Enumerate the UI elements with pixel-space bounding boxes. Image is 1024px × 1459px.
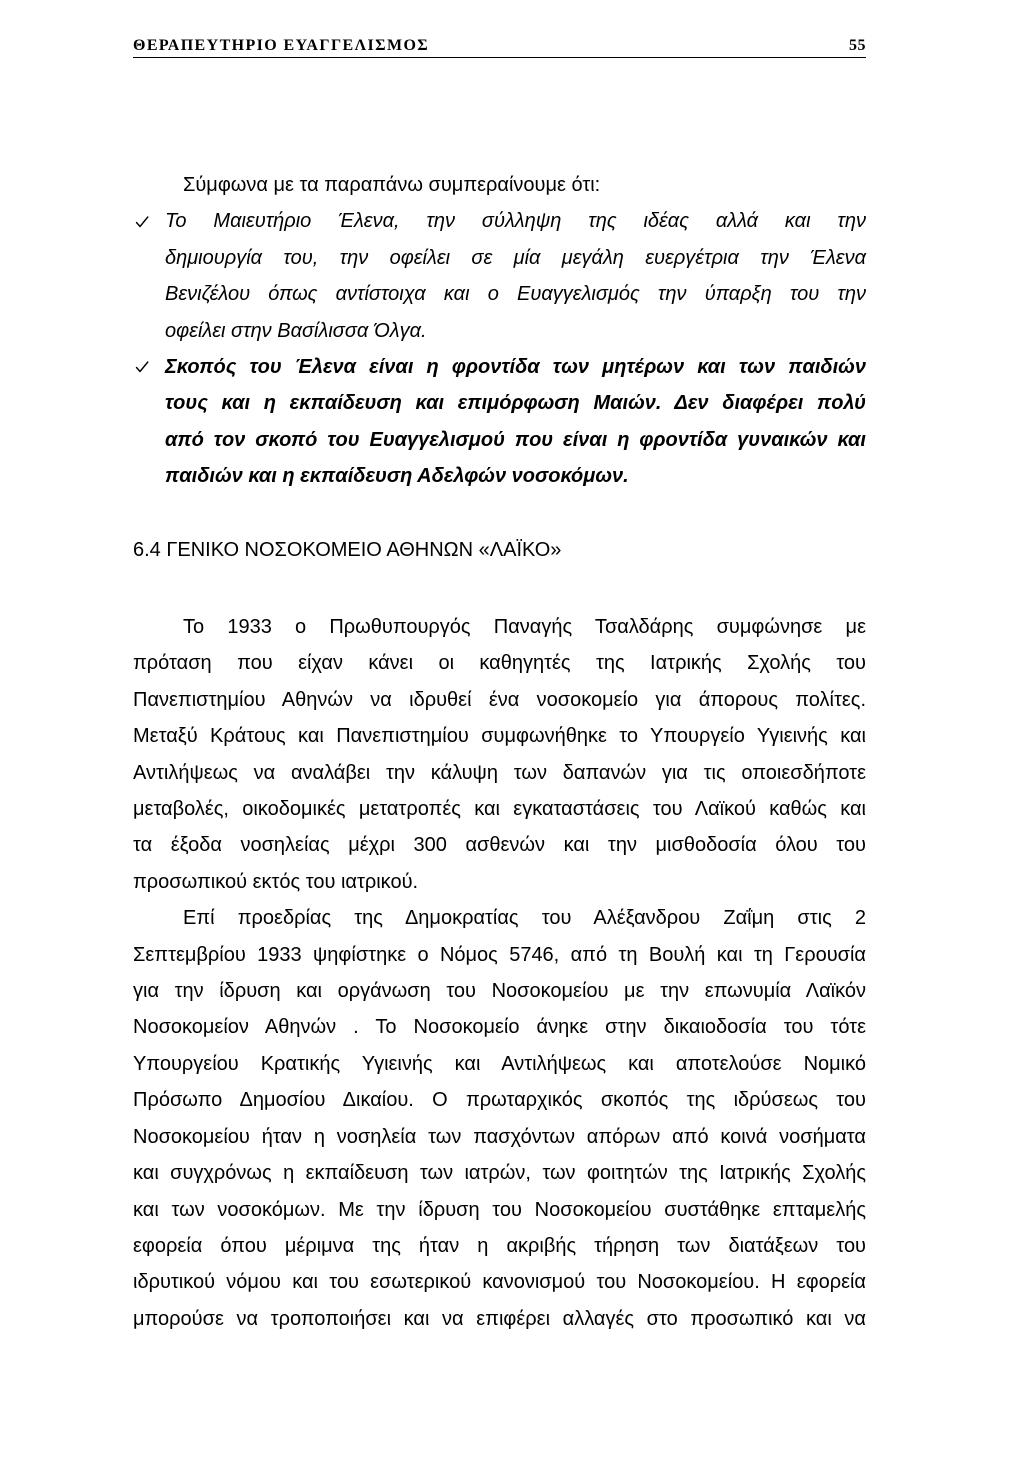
- bullet-line: δημιουργία του, την οφείλει σε μία μεγάλη ευεργέτρια την Έλενα: [165, 246, 866, 269]
- paragraph-line: και των νοσοκόμων. Με την ίδρυση του Νοσοκομείου συστάθηκε επταμελής: [133, 1198, 866, 1221]
- paragraph-line: και συγχρόνως η εκπαίδευση των ιατρών, των φοιτητών της Ιατρικής Σχολής: [133, 1162, 866, 1185]
- conclusion-section: [133, 167, 866, 495]
- conclusion-intro: Σύμφωνα με τα παραπάνω συμπεραίνουμε ότι:: [183, 174, 601, 196]
- bullet-item: [133, 203, 866, 349]
- running-header: [133, 36, 866, 58]
- paragraph-line: τα έξοδα νοσηλείας μέχρι 300 ασθενών και την μισθοδοσία όλου του: [133, 834, 866, 857]
- paragraph-line: Το 1933 ο Πρωθυπουργός Παναγής Τσαλδάρης συμφώνησε με: [183, 616, 866, 638]
- paragraph-line: εφορεία όπου μέριμνα της ήταν η ακριβής τήρηση των διατάξεων του: [133, 1234, 866, 1257]
- paragraph-line: Σεπτεμβρίου 1933 ψηφίστηκε ο Νόμος 5746, από τη Βουλή και τη Γερουσία: [133, 943, 866, 966]
- bullet-text: [165, 203, 866, 349]
- paragraph-line: μπορούσε να τροποποιήσει και να επιφέρει αλλαγές στο προσωπικό και να: [133, 1307, 866, 1330]
- bullet-line: Βενιζέλου όπως αντίστοιχα και ο Ευαγγελισμός την ύπαρξη του την: [165, 283, 866, 306]
- section-body: [133, 609, 866, 1337]
- bullet-text: [165, 349, 866, 495]
- paragraph-line: μεταβολές, οικοδομικές μετατροπές και εγκαταστάσεις του Λαϊκού καθώς και: [133, 798, 866, 821]
- check-icon: [133, 203, 165, 239]
- paragraph-line: Επί προεδρίας της Δημοκρατίας του Αλέξανδρου Ζαΐμη στις 2: [183, 907, 866, 930]
- bullet-line: τους και η εκπαίδευση και επιμόρφωση Μαιών. Δεν διαφέρει πολύ: [165, 392, 866, 415]
- paragraph-line: Νοσοκομείου ήταν η νοσηλεία των πασχόντων απόρων από κοινά νοσήματα: [133, 1125, 866, 1148]
- section-heading: 6.4 ΓΕΝΙΚΟ ΝΟΣΟΚΟΜΕΙΟ ΑΘΗΝΩΝ «ΛΑΪΚΟ»: [133, 539, 562, 561]
- paragraph-line: προσωπικού εκτός του ιατρικού.: [133, 870, 419, 893]
- paragraph: [133, 609, 866, 900]
- page-number: 55: [849, 37, 866, 54]
- bullet-line: Σκοπός του Έλενα είναι η φροντίδα των μητέρων και των παιδιών: [165, 356, 866, 379]
- paragraph-line: Υπουργείου Κρατικής Υγιεινής και Αντιλήψεως και αποτελούσε Νομικό: [133, 1052, 866, 1075]
- paragraph-line: Πανεπιστημίου Αθηνών να ιδρυθεί ένα νοσοκομείο για άπορους πολίτες.: [133, 688, 866, 711]
- bullet-line: από τον σκοπό του Ευαγγελισμού που είναι η φροντίδα γυναικών και: [165, 428, 866, 451]
- header-title: ΘΕΡΑΠΕΥΤΗΡΙΟ ΕΥΑΓΓΕΛΙΣΜΟΣ: [133, 37, 430, 54]
- paragraph-line: Πρόσωπο Δημοσίου Δικαίου. Ο πρωταρχικός σκοπός της ιδρύσεως του: [133, 1089, 866, 1112]
- paragraph-line: ιδρυτικού νόμου και του εσωτερικού κανονισμού του Νοσοκομείου. Η εφορεία: [133, 1271, 866, 1294]
- paragraph-line: πρόταση που είχαν κάνει οι καθηγητές της Ιατρικής Σχολής του: [133, 652, 866, 675]
- bullet-line: οφείλει στην Βασίλισσα Όλγα.: [165, 319, 427, 342]
- paragraph-line: Αντιλήψεως να αναλάβει την κάλυψη των δαπανών για τις οποιεσδήποτε: [133, 761, 866, 784]
- paragraph-line: για την ίδρυση και οργάνωση του Νοσοκομείου με την επωνυμία Λαϊκόν: [133, 980, 866, 1003]
- paragraph-line: Μεταξύ Κράτους και Πανεπιστημίου συμφωνήθηκε το Υπουργείο Υγιεινής και: [133, 725, 866, 748]
- bullet-item: [133, 349, 866, 495]
- paragraph: [133, 900, 866, 1337]
- section-heading-block: [133, 532, 866, 568]
- check-icon: [133, 349, 165, 385]
- paragraph-line: Νοσοκομείον Αθηνών . Το Νοσοκομείο άνηκε στην δικαιοδοσία του τότε: [133, 1016, 866, 1039]
- bullet-line: παιδιών και η εκπαίδευση Αδελφών νοσοκόμων.: [165, 465, 629, 488]
- bullet-line: Το Μαιευτήριο Έλενα, την σύλληψη της ιδέας αλλά και την: [165, 210, 866, 233]
